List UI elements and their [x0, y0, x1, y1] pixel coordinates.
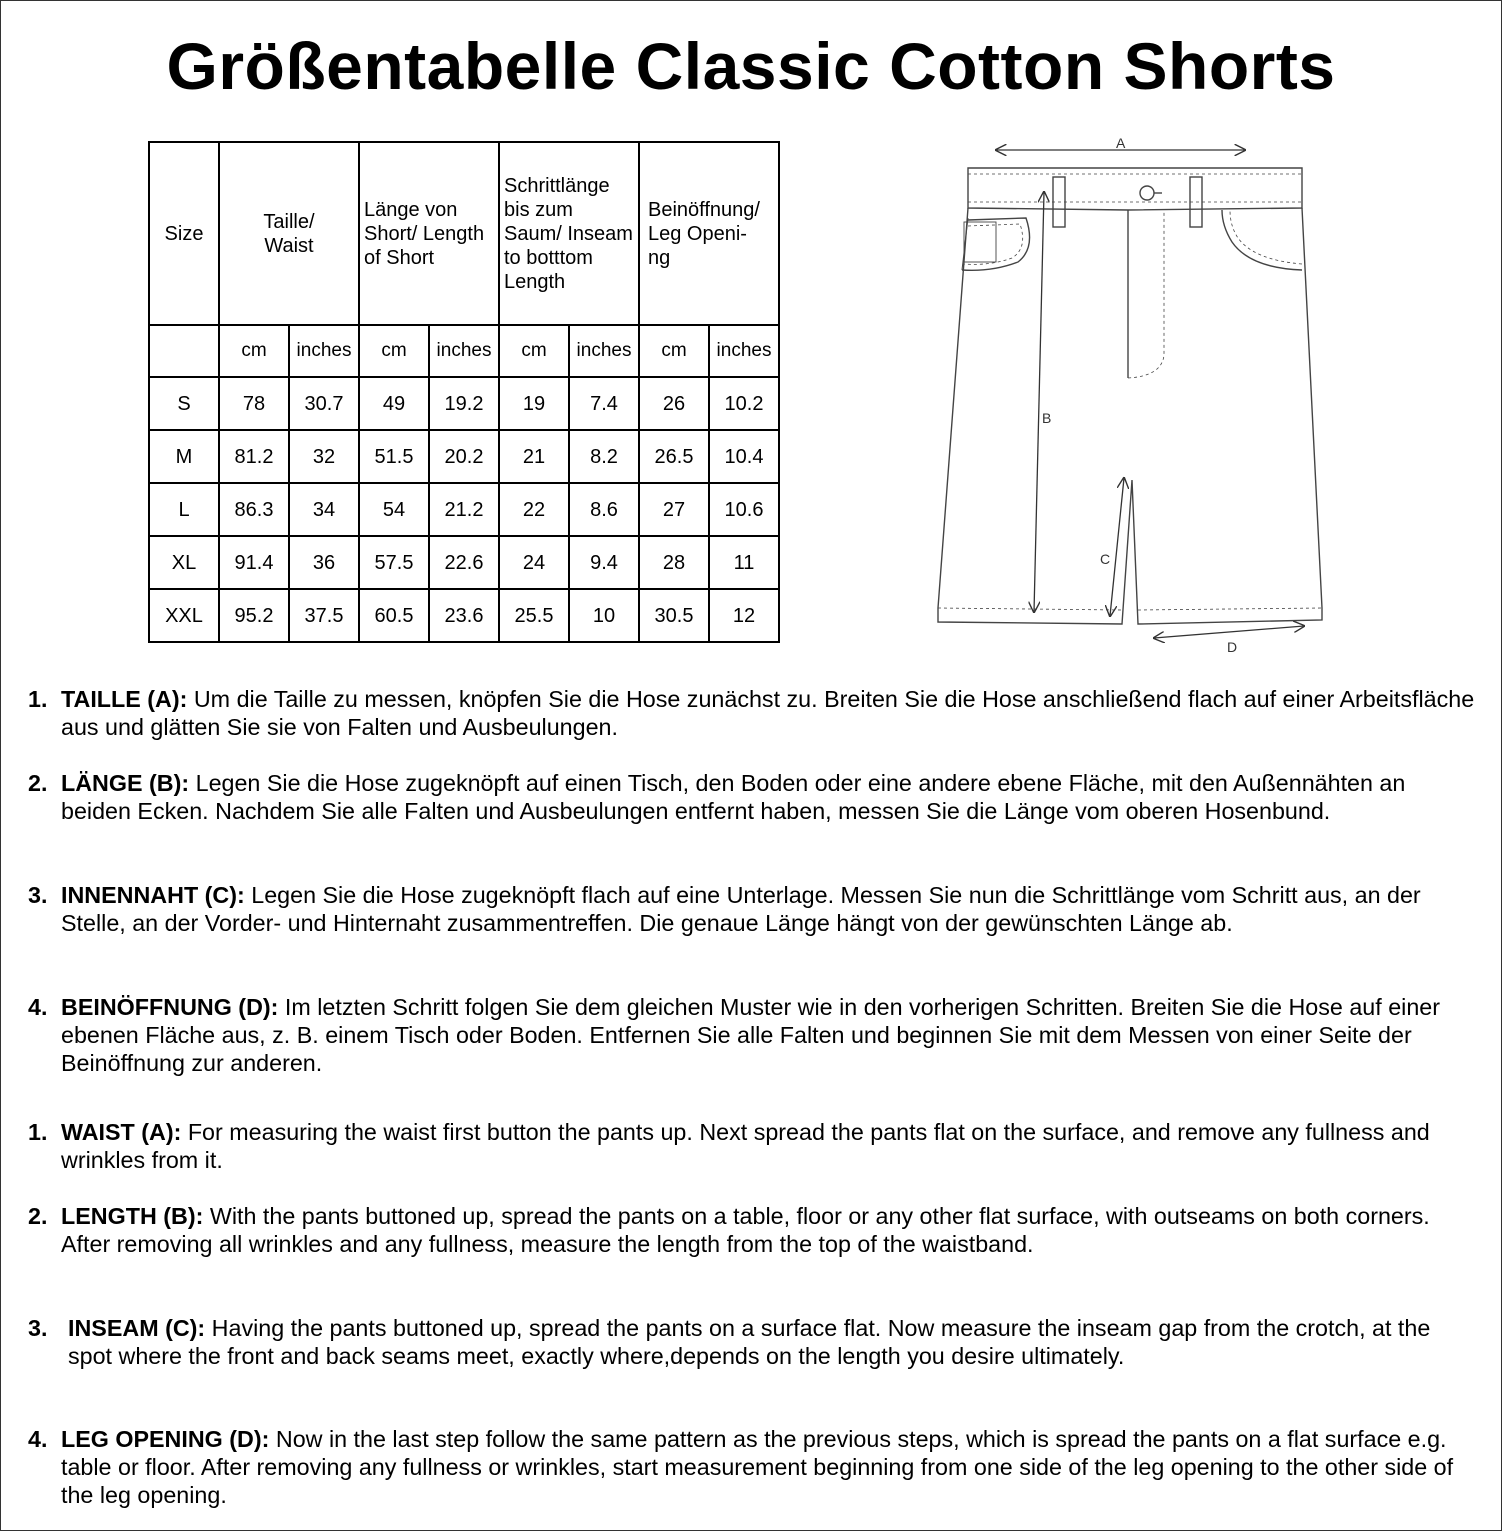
instruction-text: Now in the last step follow the same pattern as the previous steps, which is spread the pants on a flat surface e.g. table or floor. After removing any fullness or wrinkles, start measurement beginning from one side of the leg opening to the other side of the leg opening. [61, 1426, 1454, 1508]
waist-button [1140, 186, 1154, 200]
value-cell: 12 [709, 589, 779, 642]
instruction-text: Having the pants buttoned up, spread the pants on a surface flat. Now measure the inseam gap from the crotch, at the spot where the front and back seams meet, exactly where,depends on the length you desire ultimately. [68, 1315, 1431, 1369]
unit-cell: inches [429, 325, 499, 377]
instruction-en-4 [28, 1425, 1478, 1509]
instruction-text: With the pants buttoned up, spread the pants on a table, floor or any other flat surface, with outseams on both corners. After removing all wrinkles and any fullness, measure the length from the top of the waistband. [61, 1203, 1430, 1257]
unit-cell: cm [639, 325, 709, 377]
value-cell: 36 [289, 536, 359, 589]
fly-stitch [1128, 210, 1164, 378]
instruction-number: 1. [28, 686, 48, 712]
value-cell: 10.2 [709, 377, 779, 430]
arrow-d [1154, 626, 1304, 638]
arrow-c [1110, 478, 1124, 616]
instruction-en-3 [28, 1314, 1478, 1370]
value-cell: 27 [639, 483, 709, 536]
header-inseam: Schrittlänge bis zum Saum/ Inseam to botttom Length [499, 142, 639, 325]
unit-cell: cm [219, 325, 289, 377]
value-cell: 22.6 [429, 536, 499, 589]
value-cell: 19.2 [429, 377, 499, 430]
unit-cell: cm [499, 325, 569, 377]
value-cell: 81.2 [219, 430, 289, 483]
value-cell: 37.5 [289, 589, 359, 642]
shorts-measurement-diagram [930, 130, 1330, 660]
value-cell: 19 [499, 377, 569, 430]
instruction-text: Legen Sie die Hose zugeknöpft flach auf eine Unterlage. Messen Sie nun die Schrittlänge vom Schritt aus, an der Stelle, an der Vorder- und Hinternaht zusammentreffen. Die genaue Länge hängt von der gewünschten Länge ab. [61, 882, 1421, 936]
value-cell: 60.5 [359, 589, 429, 642]
value-cell: 95.2 [219, 589, 289, 642]
instruction-text: Um die Taille zu messen, knöpfen Sie die Hose zunächst zu. Breiten Sie die Hose anschließend flach auf einer Arbeitsfläche aus und glätten Sie sie von Falten und Ausbeulungen. [61, 686, 1475, 740]
instruction-number: 1. [28, 1119, 48, 1145]
value-cell: 20.2 [429, 430, 499, 483]
unit-cell: cm [359, 325, 429, 377]
value-cell: 22 [499, 483, 569, 536]
table-row [149, 483, 779, 536]
unit-cell: inches [289, 325, 359, 377]
instruction-label: INNENNAHT (C): [61, 882, 245, 908]
value-cell: 91.4 [219, 536, 289, 589]
units-empty [149, 325, 219, 377]
value-cell: 21.2 [429, 483, 499, 536]
label-c: C [1100, 551, 1111, 567]
instruction-label: BEINÖFFNUNG (D): [61, 994, 279, 1020]
size-cell: XXL [149, 589, 219, 642]
instruction-label: LÄNGE (B): [61, 770, 190, 796]
label-a: A [1116, 135, 1126, 151]
instruction-number: 2. [28, 770, 48, 796]
value-cell: 10.6 [709, 483, 779, 536]
size-cell: L [149, 483, 219, 536]
instruction-label: WAIST (A): [61, 1119, 182, 1145]
value-cell: 24 [499, 536, 569, 589]
value-cell: 54 [359, 483, 429, 536]
instruction-label: TAILLE (A): [61, 686, 188, 712]
instruction-de-2 [28, 769, 1478, 825]
header-size: Size [149, 142, 219, 325]
value-cell: 32 [289, 430, 359, 483]
instruction-de-3 [28, 881, 1478, 937]
value-cell: 25.5 [499, 589, 569, 642]
instruction-text: For measuring the waist first button the pants up. Next spread the pants flat on the surface, and remove any fullness and wrinkles from it. [61, 1119, 1430, 1173]
value-cell: 9.4 [569, 536, 639, 589]
instruction-text: Legen Sie die Hose zugeknöpft auf einen Tisch, den Boden oder eine andere ebene Fläche, mit den Außennähten an beiden Ecken. Nachdem Sie alle Falten und Ausbeulungen entfernt haben, messen Sie die Länge vom oberen Hosenbund. [61, 770, 1406, 824]
value-cell: 7.4 [569, 377, 639, 430]
table-row [149, 430, 779, 483]
value-cell: 78 [219, 377, 289, 430]
value-cell: 23.6 [429, 589, 499, 642]
right-pocket [1222, 210, 1302, 270]
table-row [149, 377, 779, 430]
value-cell: 8.6 [569, 483, 639, 536]
value-cell: 10 [569, 589, 639, 642]
value-cell: 21 [499, 430, 569, 483]
table-header-row [149, 142, 779, 325]
value-cell: 8.2 [569, 430, 639, 483]
size-table [148, 141, 780, 643]
header-waist: Taille/ Waist [219, 142, 359, 325]
instruction-number: 2. [28, 1203, 48, 1229]
table-row [149, 589, 779, 642]
unit-cell: inches [709, 325, 779, 377]
instruction-number: 3. [28, 1315, 48, 1341]
instruction-de-1 [28, 685, 1478, 741]
table-row [149, 536, 779, 589]
instruction-en-1 [28, 1118, 1478, 1174]
unit-cell: inches [569, 325, 639, 377]
size-cell: S [149, 377, 219, 430]
instruction-en-2 [28, 1202, 1478, 1258]
page-title: Größentabelle Classic Cotton Shorts [166, 29, 1336, 103]
instruction-text: Im letzten Schritt folgen Sie dem gleichen Muster wie in den vorherigen Schritten. Breiten Sie die Hose auf einer ebenen Fläche aus, z. B. einem Tisch oder Boden. Entfernen Sie alle Falten und beginnen Sie mit dem Messen von einer Seite der Beinöffnung zur anderen. [61, 994, 1441, 1076]
value-cell: 10.4 [709, 430, 779, 483]
arrow-b [1034, 192, 1044, 612]
size-cell: XL [149, 536, 219, 589]
instruction-de-4 [28, 993, 1478, 1077]
value-cell: 26 [639, 377, 709, 430]
header-leg-opening: Beinöffnung/ Leg Openi- ng [639, 142, 779, 325]
label-b: B [1042, 410, 1052, 426]
value-cell: 26.5 [639, 430, 709, 483]
header-length: Länge von Short/ Length of Short [359, 142, 499, 325]
value-cell: 49 [359, 377, 429, 430]
instruction-number: 3. [28, 882, 48, 908]
value-cell: 34 [289, 483, 359, 536]
value-cell: 86.3 [219, 483, 289, 536]
table-units-row [149, 325, 779, 377]
instruction-number: 4. [28, 994, 48, 1020]
value-cell: 28 [639, 536, 709, 589]
instruction-label: LEG OPENING (D): [61, 1426, 270, 1452]
value-cell: 30.7 [289, 377, 359, 430]
instruction-label: INSEAM (C): [68, 1315, 206, 1341]
label-d: D [1227, 639, 1238, 655]
size-cell: M [149, 430, 219, 483]
shorts-outline [938, 208, 1322, 624]
value-cell: 57.5 [359, 536, 429, 589]
value-cell: 51.5 [359, 430, 429, 483]
value-cell: 11 [709, 536, 779, 589]
instruction-label: LENGTH (B): [61, 1203, 204, 1229]
instruction-number: 4. [28, 1426, 48, 1452]
value-cell: 30.5 [639, 589, 709, 642]
